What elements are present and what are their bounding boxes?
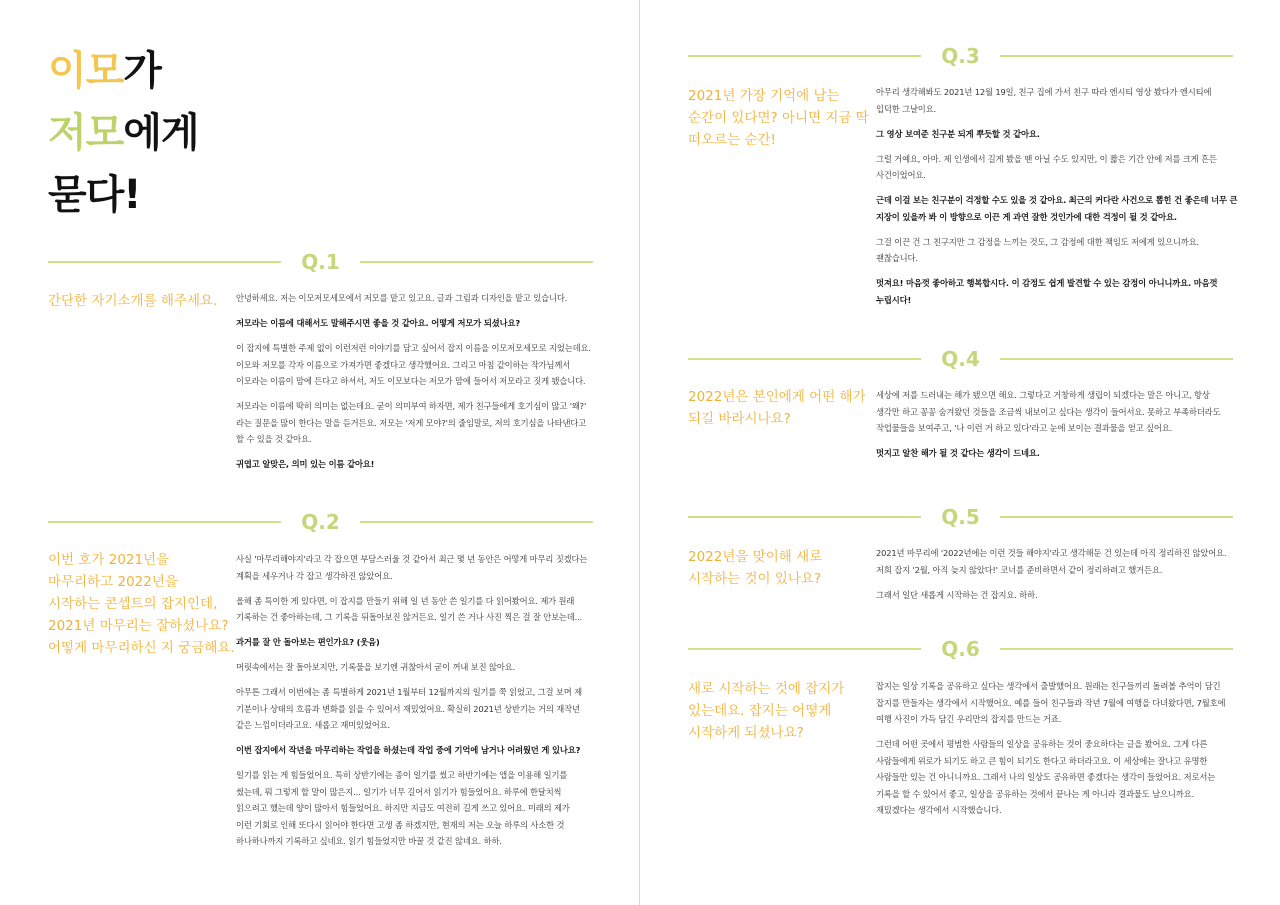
text-line: 괜찮습니다.	[876, 253, 918, 263]
text-line: 그걸 이끈 건 그 친구지만 그 감정을 느끼는 것도, 그 감정에 대한 책임도 저에게 있으니까요.	[876, 236, 1199, 247]
text-line: 그럴 거예요, 아마. 제 인생에서 길게 봤을 땐 아닐 수도 있지만, 이 짧은 기간 안에 저를 크게 흔든	[876, 153, 1217, 164]
text-line: 2021년 마무리에 '2022년에는 이런 것들 해야지'라고 생각해둔 건 있는데 아직 정리하진 않았어요.	[876, 548, 1227, 558]
question-line: 시작하게 되셨나요?	[688, 725, 804, 741]
text-line: 과거를 잘 안 돌아보는 편인가요? (웃음)	[236, 637, 380, 647]
text-line: 여행 사진이 가득 담긴 우리만의 잡지를 만드는 거죠.	[876, 714, 1062, 724]
text-line: 하나하나까지 기록하고 싶네요. 읽기 힘들었지만 바꿀 것 같진 않네요. 하하.	[236, 836, 502, 846]
interviewer-question	[236, 456, 596, 473]
text-line: 세상에 저를 드러내는 해가 됐으면 해요. 그렇다고 거창하게 생립이 되겠다는 말은 아니고, 항상	[876, 390, 1210, 400]
q5-header	[688, 505, 1233, 529]
divider	[688, 516, 921, 518]
divider	[360, 261, 593, 263]
answer-paragraph	[876, 736, 1236, 819]
interviewer-question	[876, 275, 1236, 308]
text-line: 입덕한 그날이요.	[876, 103, 937, 114]
text-line: 아무리 생각해봐도 2021년 12월 19일, 친구 집에 가서 친구 따라 엔시티 영상 봤다가 엔시티에	[876, 87, 1212, 97]
divider	[1000, 516, 1233, 518]
q5-label: Q.5	[941, 505, 980, 529]
text-line: 누립시다!	[876, 294, 912, 305]
text-line: 재밌겠다는 생각에서 시작했습니다.	[876, 805, 1002, 815]
q1-header	[48, 250, 593, 274]
answer-paragraph	[236, 659, 596, 676]
q3-header	[688, 44, 1233, 68]
question-line: 2022년을 맞이해 새로	[688, 549, 823, 565]
text-line: 이 잡지에 특별한 주제 없이 이런저런 이야기를 담고 싶어서 잡지 이름을 이모저모세모로 지었는데요.	[236, 343, 591, 353]
page-title	[48, 40, 199, 226]
question-line: 마무리하고 2022년을	[48, 574, 178, 590]
text-line: 올해 좀 특이한 게 있다면, 이 잡지를 만들기 위해 일 년 동안 쓴 일기를 다 읽어봤어요. 제가 원래	[236, 595, 575, 606]
question-line: 새로 시작하는 것에 잡지가	[688, 681, 845, 697]
answer-paragraph	[236, 290, 596, 307]
text-line: 사람들만 있는 건 아니니까요. 그래서 나의 일상도 공유하면 좋겠다는 생각이 들었어요. 저로서는	[876, 772, 1216, 782]
q5-question	[688, 546, 822, 590]
text-line: 읽으려고 했는데 양이 많아서 힘들었어요. 하지만 지금도 여전히 길게 쓰고 있어요. 미래의 제가	[236, 803, 570, 813]
interviewer-question	[236, 315, 596, 332]
text-line: 썼는데, 뭐 그렇게 할 말이 많은지... 일기가 너무 길어서 읽기가 힘들었어요. 하루에 한달치씩	[236, 786, 562, 797]
text-line: 이런 기회로 인해 또다시 읽어야 한다면 고생 좀 하겠지만, 현재의 저는 오늘 하루의 사소한 것	[236, 819, 565, 830]
answer-paragraph	[876, 151, 1236, 184]
question-line: 이번 호가 2021년을	[48, 552, 170, 568]
q6-header	[688, 637, 1233, 661]
q4-answer	[876, 387, 1236, 470]
title-jeomo: 저모	[48, 110, 124, 156]
answer-paragraph	[236, 340, 596, 390]
divider	[48, 261, 281, 263]
q2-label: Q.2	[301, 510, 340, 534]
text-line: 잡지를 만들자는 생각에서 시작했어요. 예를 들어 친구들과 작년 7월에 여행을 다녀왔다면, 7월호에	[876, 697, 1226, 708]
divider	[1000, 358, 1233, 360]
answer-paragraph	[236, 593, 596, 626]
text-line: 같은 느낌이더라고요. 새롭고 재미있었어요.	[236, 720, 391, 730]
text-line: 그런데 어떤 곳에서 평범한 사람들의 일상을 공유하는 것이 중요하다는 글을 봤어요. 그게 다른	[876, 739, 1208, 749]
q2-answer	[236, 551, 596, 858]
q1-question	[48, 290, 217, 312]
q3-answer	[876, 84, 1236, 317]
text-line: 지장이 있을까 봐 이 방향으로 이끈 게 과연 잘한 것인가에 대한 걱정이 될 것 같아요.	[876, 211, 1177, 222]
q1-answer	[236, 290, 596, 481]
interviewer-question	[236, 634, 596, 651]
q6-answer	[876, 678, 1236, 827]
answer-paragraph	[876, 84, 1236, 117]
question-line: 있는데요. 잡지는 어떻게	[688, 703, 832, 719]
question-line: 2022년은 본인에게 어떤 해가	[688, 389, 866, 405]
title-line3: 묻다!	[48, 172, 141, 218]
text-line: 멋지고 알찬 해가 될 것 같다는 생각이 드네요.	[876, 448, 1040, 458]
interviewer-question	[876, 192, 1236, 225]
answer-paragraph	[876, 234, 1236, 267]
q1-label: Q.1	[301, 250, 340, 274]
text-line: 귀엽고 알맞은, 의미 있는 이름 같아요!	[236, 459, 375, 469]
divider	[48, 521, 281, 523]
text-line: 이모라는 이름이 맘에 든다고 하셔서, 저도 이모보다는 저모가 맘에 들어서 저모라고 짓게 됐습니다.	[236, 376, 586, 386]
question-line: 시작하는 콘셉트의 잡지인데,	[48, 596, 218, 612]
question-line: 시작하는 것이 있나요?	[688, 571, 822, 587]
text-line: 사건이었어요.	[876, 170, 926, 180]
interviewer-question	[876, 126, 1236, 143]
text-line: 그래서 일단 새롭게 시작하는 건 잡지요. 하하.	[876, 589, 1038, 600]
text-line: 이모와 저모를 각자 이름으로 가져가면 좋겠다고 생각했어요. 그리고 마침 같이하는 작가님께서	[236, 359, 571, 370]
question-line: 순간이 있다면? 아니면 지금 딱	[688, 110, 869, 126]
question-line: 2021년 가장 기억에 남는	[688, 88, 840, 104]
q3-label: Q.3	[941, 44, 980, 68]
text-line: 이번 잡지에서 작년을 마무리하는 작업을 하셨는데 작업 중에 기억에 남거나 어려웠던 게 있나요?	[236, 745, 581, 755]
divider	[688, 55, 921, 57]
text-line: 저희 잡지 '2월, 아직 늦지 않았다!' 코너를 준비하면서 같이 정리하려고 했거든요.	[876, 564, 1163, 575]
text-line: 저모라는 이름에 대해서도 말해주시면 좋을 것 같아요. 어떻게 저모가 되셨나요?	[236, 318, 520, 328]
text-line: 아무튼 그래서 이번에는 좀 특별하게 2021년 1월부터 12월까지의 일기를 쭉 읽었고, 그걸 보며 제	[236, 687, 582, 697]
text-line: 멋져요! 마음껏 좋아하고 행복합시다. 이 감정도 쉽게 발견할 수 있는 감정이 아니니까요. 마음껏	[876, 278, 1218, 288]
answer-paragraph	[236, 398, 596, 448]
title-line1-rest: 가	[123, 48, 161, 94]
question-line: 되길 바라시나요?	[688, 411, 791, 427]
text-line: 생각만 하고 꽁꽁 숨겨왔던 것들을 조금씩 내보이고 싶다는 생각이 들어서요. 못하고 부족하더라도	[876, 406, 1221, 417]
question-line: 간단한 자기소개를 해주세요.	[48, 293, 218, 309]
text-line: 사실 '마무리해야지'라고 각 잡으면 부담스러울 것 같아서 최근 몇 년 동안은 어떻게 마무리 짓겠다는	[236, 554, 588, 564]
q2-question	[48, 549, 235, 659]
text-line: 작업물들을 보여주고, '나 이런 거 하고 있다'라고 눈에 보이는 결과물을 얻고 싶어요.	[876, 423, 1173, 433]
q4-header	[688, 347, 1233, 371]
text-line: 기록하는 건 좋아하는데, 그 기록을 뒤돌아보진 않거든요. 일기 쓴 거나 사진 찍은 걸 잘 안보는데...	[236, 612, 583, 622]
q3-question	[688, 85, 869, 151]
interviewer-question	[236, 742, 596, 759]
text-line: 안녕하세요. 저는 이모저모세모에서 저모를 맡고 있고요. 글과 그림과 디자인을 맡고 있습니다.	[236, 293, 568, 303]
text-line: 그 영상 보여준 친구분 되게 뿌듯할 것 같아요.	[876, 128, 1040, 139]
text-line: 근데 이걸 보는 친구분이 걱정할 수도 있을 것 같아요. 최근의 커다란 사건으로 뽑힌 건 좋은데 너무 큰	[876, 195, 1238, 205]
question-line: 2021년 마무리는 잘하셨나요?	[48, 618, 229, 634]
text-line: 할 수 있을 것 같아요.	[236, 434, 312, 444]
text-line: 계획을 세우거나 각 잡고 생각하진 않았어요.	[236, 570, 393, 581]
text-line: 기록을 할 수 있어서 좋고, 일상을 공유하는 것에서 끝나는 게 아니라 결과물도 남으니까요.	[876, 788, 1194, 799]
answer-paragraph	[236, 767, 596, 850]
answer-paragraph	[876, 387, 1236, 437]
answer-paragraph	[876, 587, 1236, 604]
divider	[688, 648, 921, 650]
answer-paragraph	[876, 678, 1236, 728]
q4-label: Q.4	[941, 347, 980, 371]
title-line2-rest: 에게	[123, 110, 199, 156]
q5-answer	[876, 545, 1236, 612]
text-line: 머릿속에서는 잘 돌아보지만, 기록물을 보기엔 귀찮아서 굳이 꺼내 보진 않아요.	[236, 662, 516, 672]
answer-paragraph	[236, 551, 596, 584]
divider	[1000, 55, 1233, 57]
question-line: 어떻게 마무리하신 지 궁금해요.	[48, 640, 235, 656]
q6-question	[688, 678, 844, 744]
text-line: 사람들에게 위로가 되기도 하고 큰 힘이 되기도 한다고 하더라고요. 이 세상에는 잘나고 유명한	[876, 755, 1208, 766]
divider	[688, 358, 921, 360]
q2-header	[48, 510, 593, 534]
answer-paragraph	[876, 545, 1236, 578]
q6-label: Q.6	[941, 637, 980, 661]
text-line: 기분이나 상태의 흐름과 변화를 읽을 수 있어서 재밌었어요. 확실히 2021년 상반기는 거의 재작년	[236, 703, 580, 714]
text-line: 잡지는 일상 기록을 공유하고 싶다는 생각에서 출발했어요. 원래는 친구들끼리 돌려볼 추억이 담긴	[876, 681, 1221, 691]
answer-paragraph	[236, 684, 596, 734]
page-spine	[639, 0, 640, 905]
divider	[1000, 648, 1233, 650]
question-line: 떠오르는 순간!	[688, 132, 776, 148]
divider	[360, 521, 593, 523]
interviewer-question	[876, 445, 1236, 462]
title-imo: 이모	[48, 48, 124, 94]
q4-question	[688, 386, 866, 430]
text-line: 라는 질문을 많이 한다는 말을 듣거든요. 저모는 '저게 모야?'의 줄임말로, 저의 호기심을 나타낸다고	[236, 417, 587, 428]
text-line: 일기를 읽는 게 힘들었어요. 특히 상반기에는 종이 일기를 썼고 하반기에는 앱을 이용해 일기를	[236, 770, 568, 780]
text-line: 저모라는 이름에 딱히 의미는 없는데요. 굳이 의미부여 하자면, 제가 친구들에게 호기심이 많고 '왜?'	[236, 401, 587, 411]
